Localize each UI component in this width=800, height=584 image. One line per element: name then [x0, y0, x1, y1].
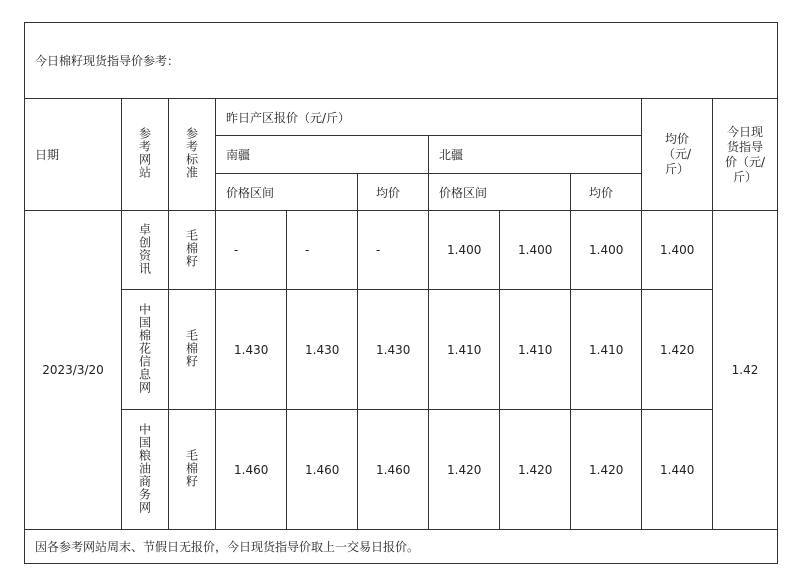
header-standard: 参考标准 — [184, 127, 199, 179]
south-low: - — [216, 211, 287, 290]
standard-name: 毛棉籽 — [184, 448, 199, 488]
standard-name: 毛棉籽 — [184, 229, 199, 268]
row-avg: 1.400 — [642, 211, 713, 290]
header-yesterday: 昨日产区报价（元/斤） — [216, 99, 642, 136]
row-avg: 1.440 — [642, 410, 713, 530]
south-avg: 1.460 — [358, 410, 429, 530]
header-date: 日期 — [25, 99, 122, 211]
north-avg: 1.400 — [571, 211, 642, 290]
south-high: 1.460 — [287, 410, 358, 530]
header-south-range: 价格区间 — [216, 174, 358, 211]
price-table — [24, 22, 778, 564]
north-high: 1.410 — [500, 290, 571, 410]
south-low: 1.430 — [216, 290, 287, 410]
today-price: 1.42 — [713, 211, 778, 530]
header-south-avg: 均价 — [358, 174, 429, 211]
south-low: 1.460 — [216, 410, 287, 530]
row-avg: 1.420 — [642, 290, 713, 410]
north-high: 1.400 — [500, 211, 571, 290]
south-avg: - — [358, 211, 429, 290]
intro-text: 今日棉籽现货指导价参考： — [25, 23, 778, 99]
header-north-avg: 均价 — [571, 174, 642, 211]
header-today: 今日现货指导价（元/斤） — [713, 99, 778, 211]
header-north: 北疆 — [429, 136, 642, 174]
footnote: 因各参考网站周末、节假日无报价，今日现货指导价取上一交易日报价。 — [25, 530, 778, 564]
site-name: 中国棉花信息网 — [137, 302, 152, 394]
north-low: 1.410 — [429, 290, 500, 410]
north-low: 1.420 — [429, 410, 500, 530]
header-south: 南疆 — [216, 136, 429, 174]
site-name: 中国粮油商务网 — [137, 422, 152, 514]
north-high: 1.420 — [500, 410, 571, 530]
south-avg: 1.430 — [358, 290, 429, 410]
header-avg: 均价（元/斤） — [642, 99, 713, 211]
south-high: - — [287, 211, 358, 290]
site-name: 卓创资讯 — [137, 222, 152, 275]
header-north-range: 价格区间 — [429, 174, 571, 211]
north-low: 1.400 — [429, 211, 500, 290]
north-avg: 1.420 — [571, 410, 642, 530]
standard-name: 毛棉籽 — [184, 328, 199, 368]
south-high: 1.430 — [287, 290, 358, 410]
north-avg: 1.410 — [571, 290, 642, 410]
date-cell: 2023/3/20 — [25, 211, 122, 530]
header-site: 参考网站 — [137, 127, 152, 179]
